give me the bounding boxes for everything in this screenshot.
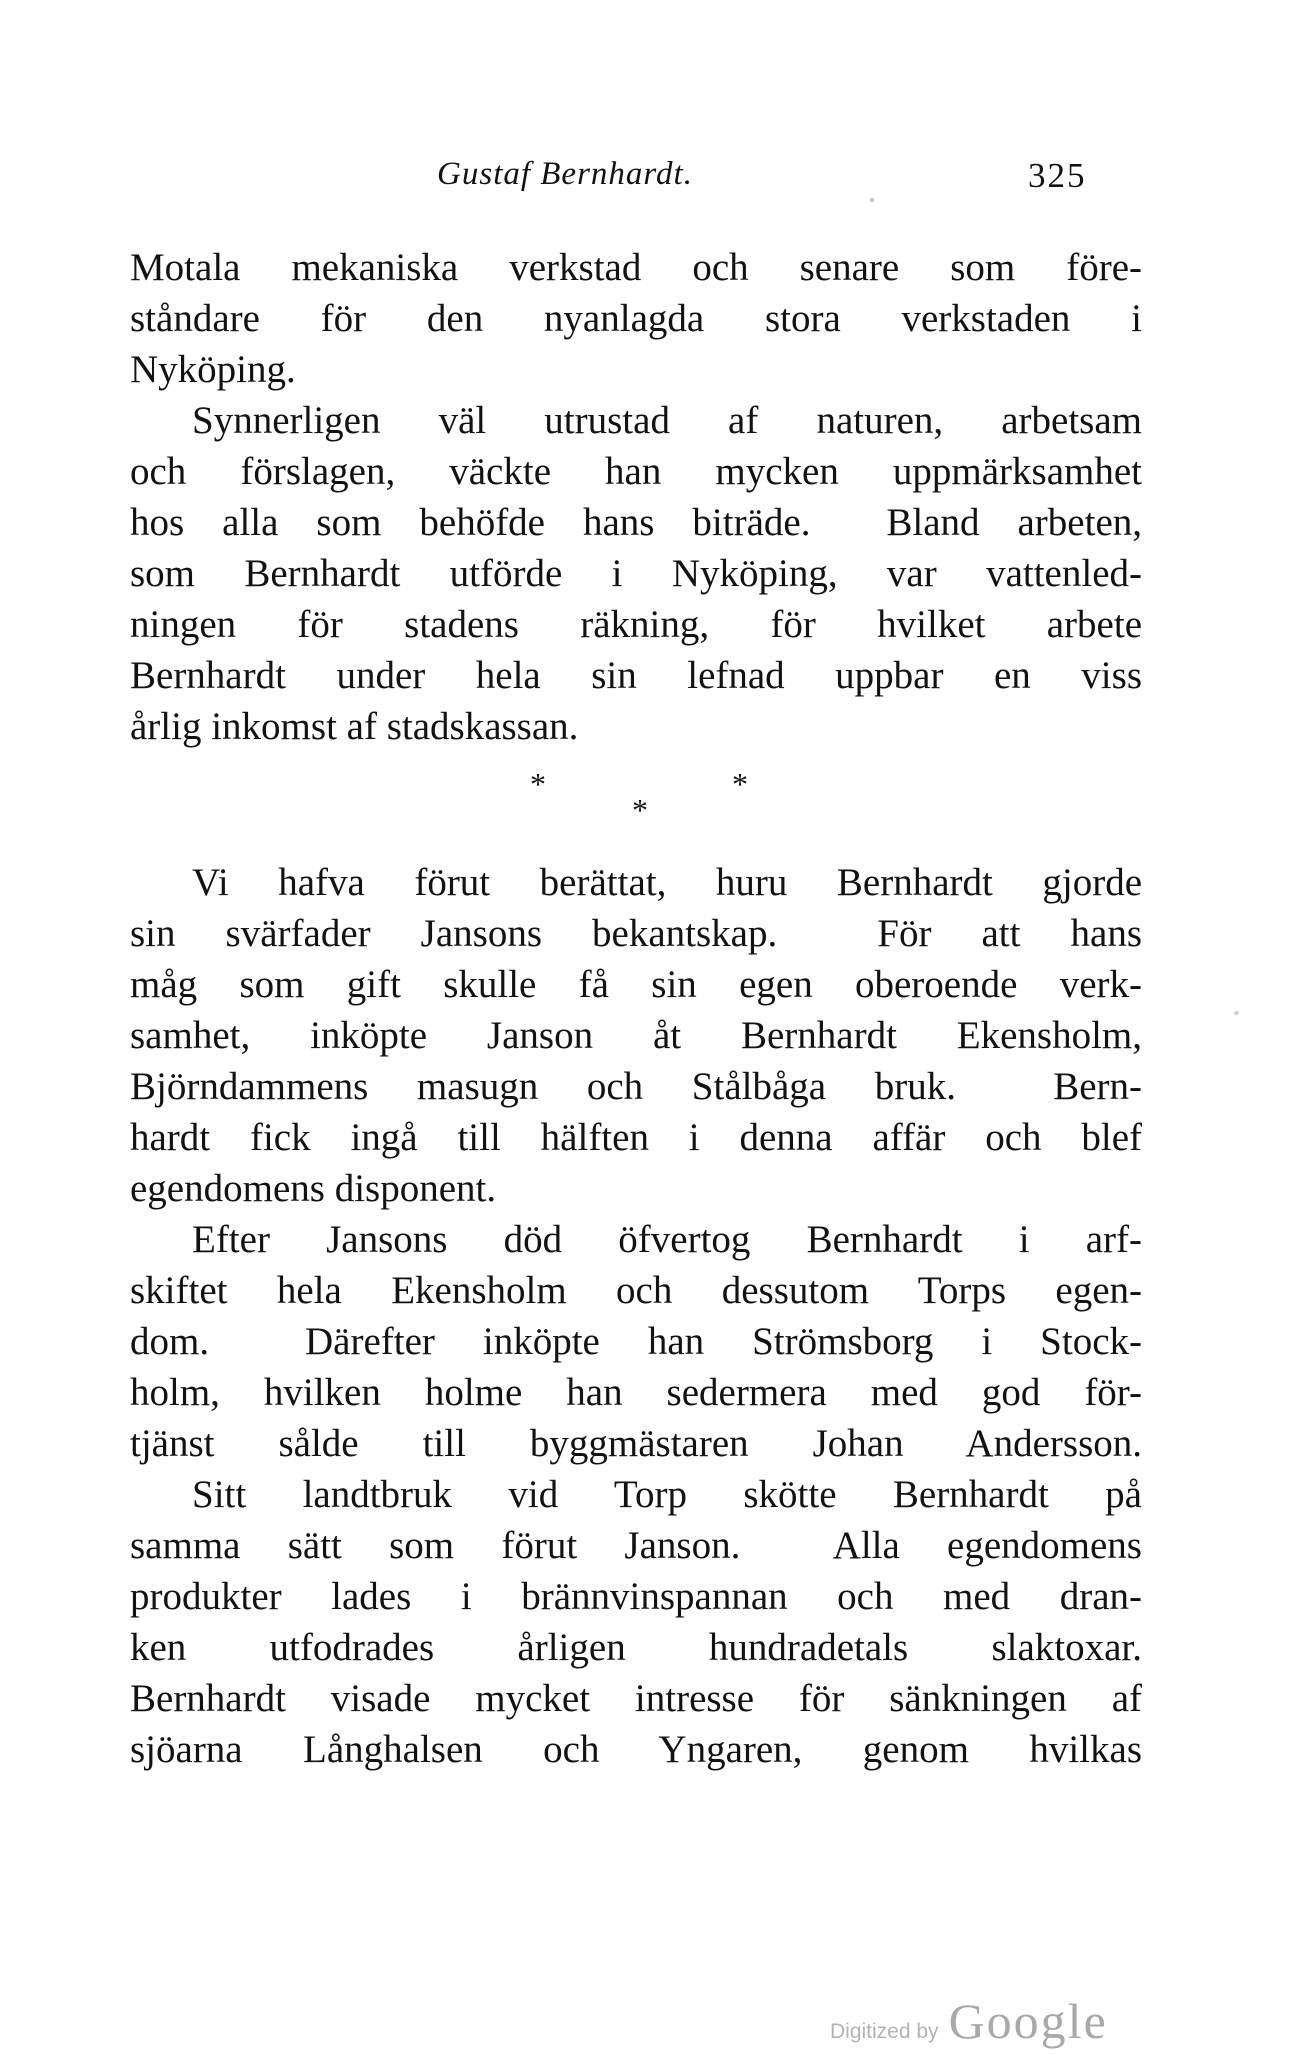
text-line: Synnerligen väl utrustad af naturen, arbetsam — [192, 399, 1142, 442]
running-header-title: Gustaf Bernhardt. — [437, 156, 693, 192]
text-line: och förslagen, väckte han mycken uppmärksamhet — [130, 450, 1142, 493]
text-line: samma sätt som förut Janson. Alla egendomens — [130, 1524, 1142, 1567]
scan-speck — [1234, 1011, 1239, 1015]
text-line: hardt fick ingå till hälften i denna affär och blef — [130, 1116, 1142, 1159]
text-line: Nyköping. — [130, 348, 296, 391]
text-line: samhet, inköpte Janson åt Bernhardt Ekensholm, — [130, 1014, 1142, 1057]
google-watermark — [830, 1992, 1108, 2050]
text-line: skiftet hela Ekensholm och dessutom Torps egen- — [130, 1269, 1142, 1312]
asterisk: * — [530, 766, 546, 802]
text-line: som Bernhardt utförde i Nyköping, var vattenled- — [130, 552, 1142, 595]
text-line: sjöarna Långhalsen och Yngaren, genom hvilkas — [130, 1728, 1142, 1771]
text-line: egendomens disponent. — [130, 1167, 497, 1210]
text-line: Sitt landtbruk vid Torp skötte Bernhardt på — [192, 1473, 1142, 1516]
text-line: Motala mekaniska verkstad och senare som före- — [130, 246, 1142, 289]
body-text — [130, 242, 1142, 1775]
asterisk: * — [632, 792, 648, 828]
text-line: Bernhardt visade mycket intresse för sänkningen af — [130, 1677, 1142, 1720]
text-line: tjänst sålde till byggmästaren Johan Andersson. — [130, 1422, 1142, 1465]
text-line: Björndammens masugn och Stålbåga bruk. Bern- — [130, 1065, 1142, 1108]
text-line: dom. Därefter inköpte han Strömsborg i Stock- — [130, 1320, 1142, 1363]
text-line: holm, hvilken holme han sedermera med god för- — [130, 1371, 1142, 1414]
scan-speck — [870, 198, 874, 202]
text-line: produkter lades i brännvinspannan och med dran- — [130, 1575, 1142, 1618]
text-line: ken utfodrades årligen hundradetals slaktoxar. — [130, 1626, 1142, 1669]
asterisk-divider — [130, 752, 1142, 857]
text-line: ståndare för den nyanlagda stora verkstaden i — [130, 297, 1142, 340]
text-line: ningen för stadens räkning, för hvilket arbete — [130, 603, 1142, 646]
text-line: hos alla som behöfde hans biträde. Bland arbeten, — [130, 501, 1142, 544]
text-line: Efter Jansons död öfvertog Bernhardt i arf- — [192, 1218, 1142, 1261]
text-line: måg som gift skulle få sin egen oberoende verk- — [130, 963, 1142, 1006]
asterisk: * — [732, 766, 748, 802]
page-number: 325 — [1028, 156, 1087, 195]
google-logo: Google — [948, 1993, 1108, 2049]
text-line: Vi hafva förut berättat, huru Bernhardt gjorde — [192, 861, 1142, 904]
text-line: sin svärfader Jansons bekantskap. För att hans — [130, 912, 1142, 955]
digitized-by-label: Digitized by — [830, 2020, 939, 2043]
text-line: årlig inkomst af stadskassan. — [130, 705, 579, 748]
text-line: Bernhardt under hela sin lefnad uppbar en viss — [130, 654, 1142, 697]
